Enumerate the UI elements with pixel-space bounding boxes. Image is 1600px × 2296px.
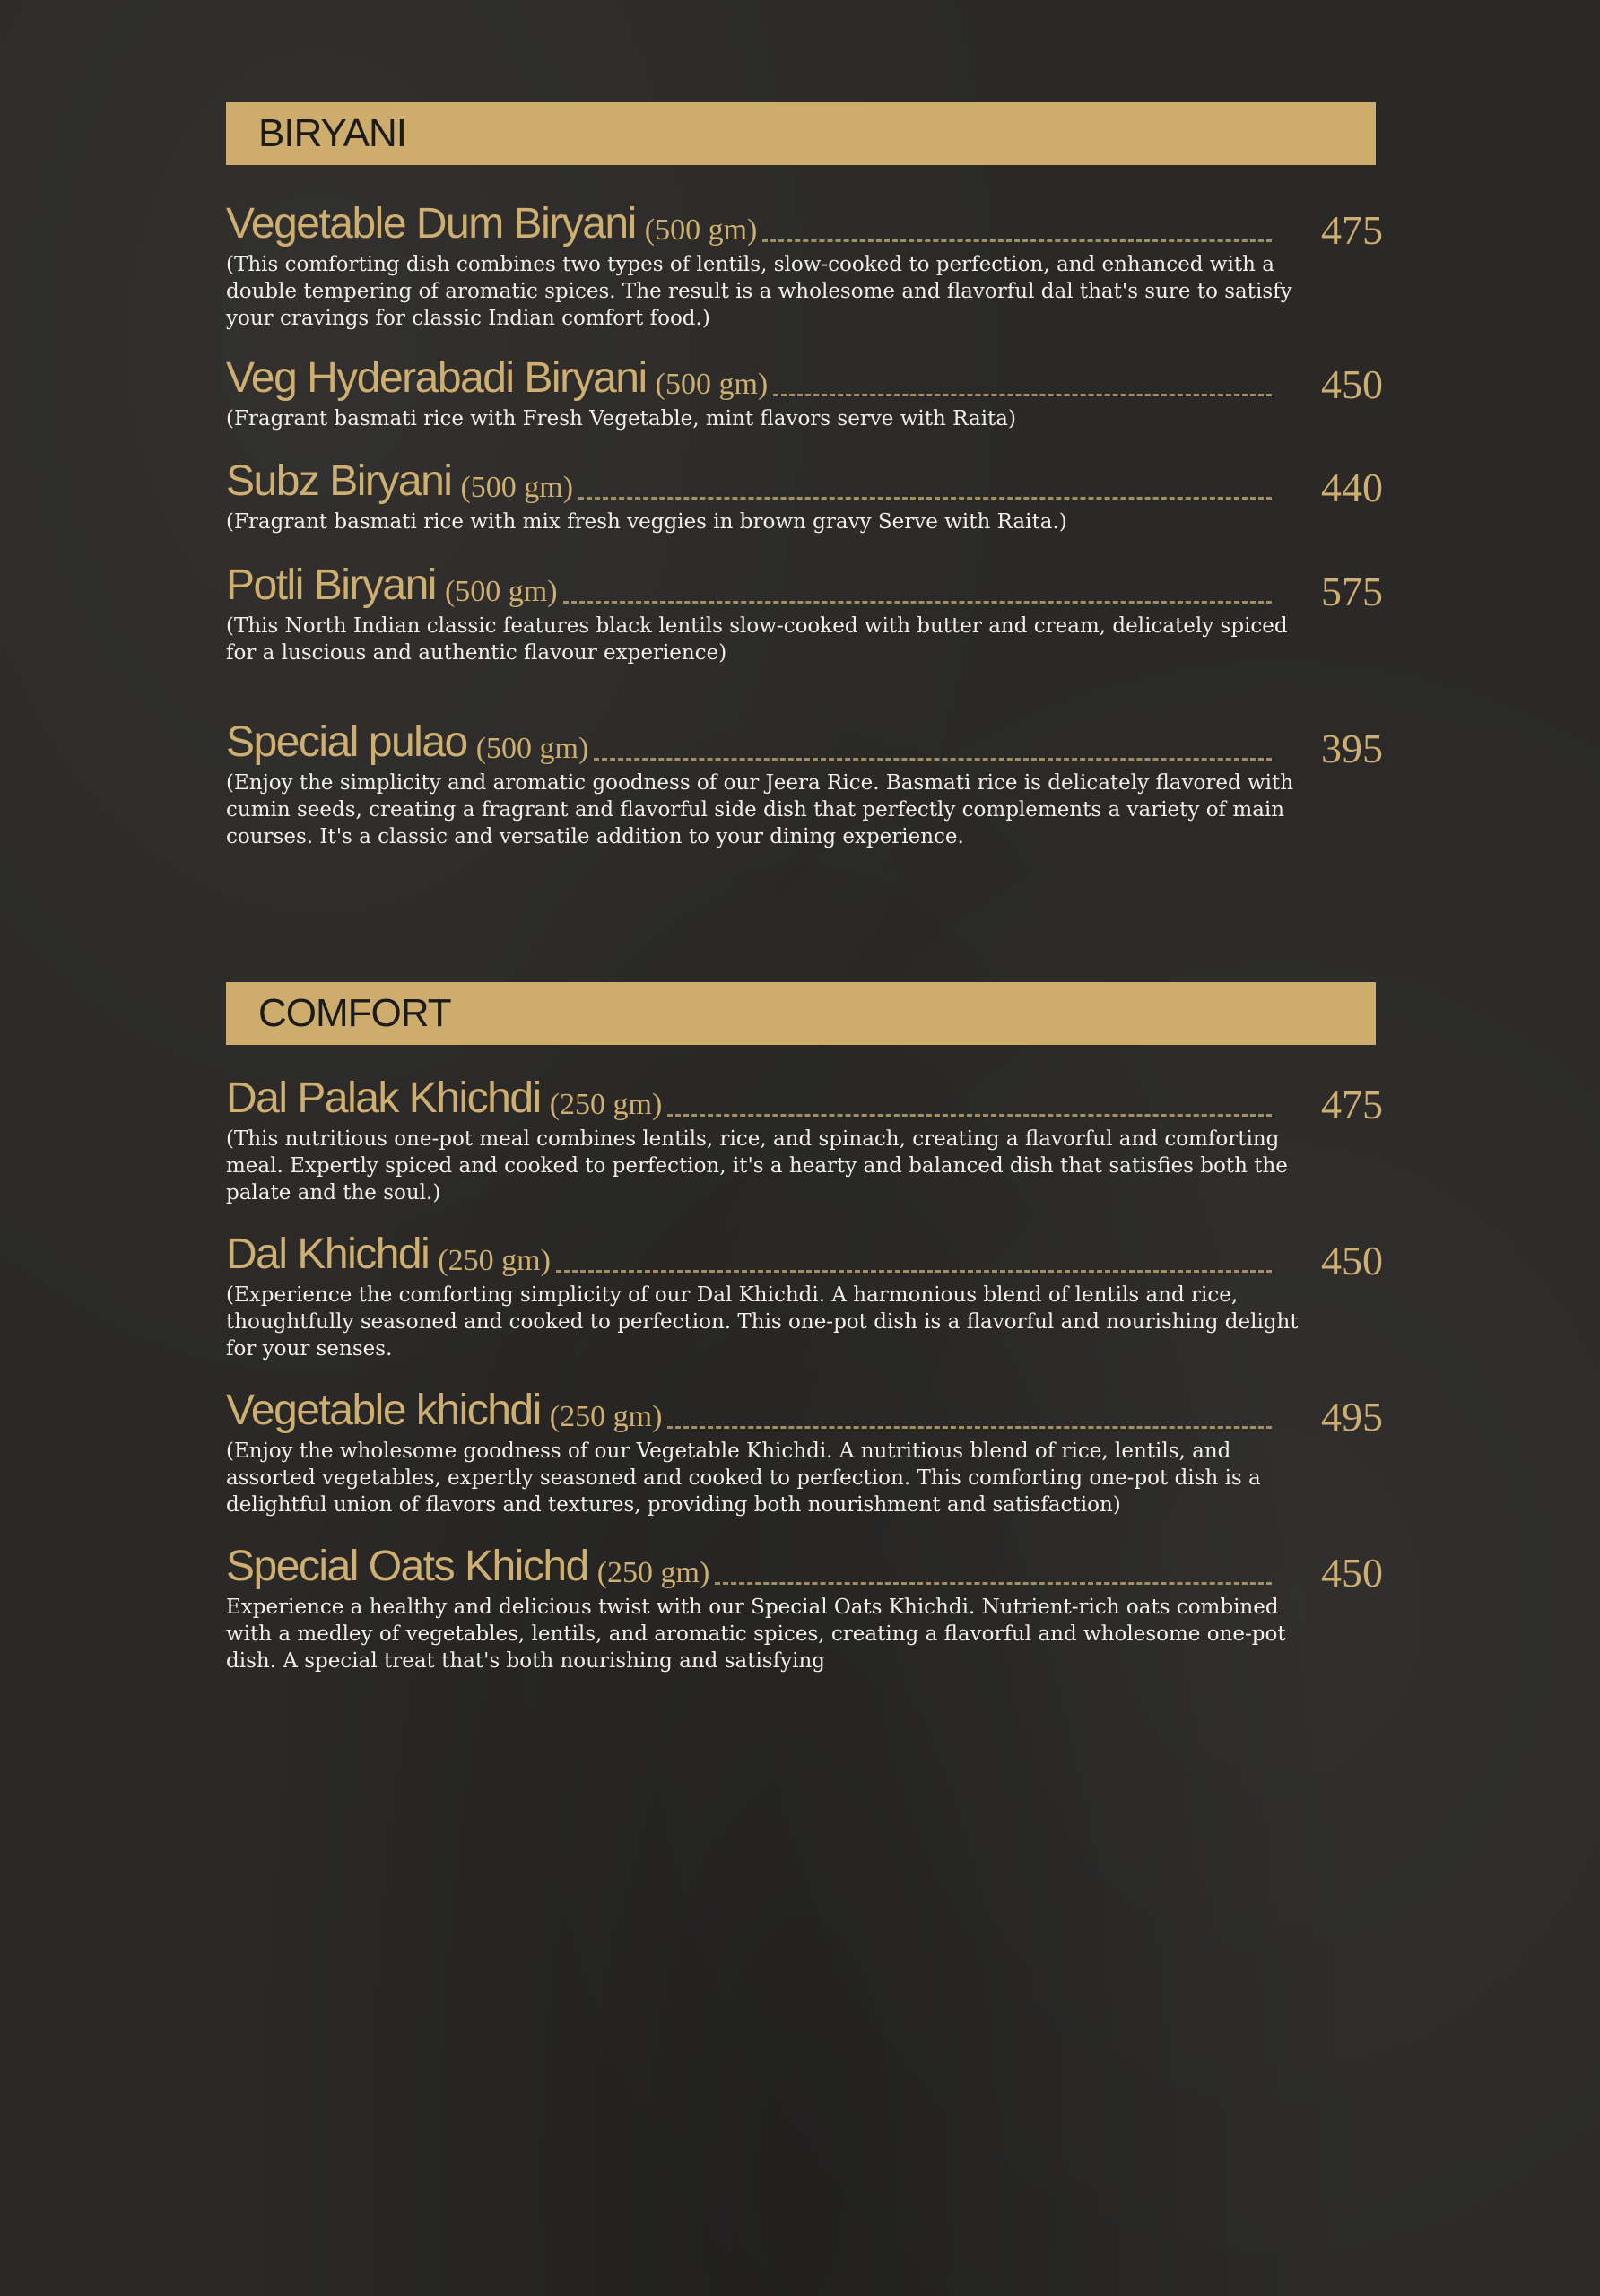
dotted-leader [762,239,1272,242]
dotted-leader [563,600,1272,604]
item-name: Veg Hyderabadi Biryani [226,354,647,402]
item-name: Special Oats Khichd [226,1543,588,1590]
item-price: 450 [1321,1550,1383,1596]
item-description: Experience a healthy and delicious twist with our Special Oats Khichdi. Nutrient-rich oats combined with a medley of vegetables, lentils, and aromatic spices, creating a flavorful and wholesome one-pot dish. A special treat that's both nourishing and satisfying [226,1596,1286,1673]
section-title: BIRYANI [258,111,406,155]
item-price: 450 [1321,361,1383,407]
item-quantity: (500 gm) [444,575,558,608]
menu-item [226,552,1383,666]
item-description: (Experience the comforting simplicity of our Dal Khichdi. A harmonious blend of lentils and rice, thoughtfully seasoned and cooked to perfection. This one-pot dish is a flavorful and nourishing delight for your senses. [226,1283,1299,1361]
item-name: Potli Biryani [226,561,436,609]
menu-item [226,1377,1383,1518]
dotted-leader [556,1269,1272,1273]
section-header [226,982,1376,1045]
menu-item [226,448,1383,535]
dotted-leader [594,757,1272,761]
item-name: Special pulao [226,718,467,766]
section-comfort [226,982,1376,1045]
item-name: Dal Khichdi [226,1231,430,1278]
section-title: COMFORT [258,991,451,1035]
menu-item [226,1221,1383,1362]
item-price: 395 [1321,726,1383,771]
menu-item [226,344,1383,432]
dotted-leader [773,393,1272,396]
item-description: (This comforting dish combines two types of lentils, slow-cooked to perfection, and enhanced with a double tempering of aromatic spices. The result is a wholesome and flavorful dal that's sure to satisfy your cravings for classic Indian comfort food.) [226,253,1292,330]
item-quantity: (250 gm) [596,1556,710,1589]
menu-item [226,709,1383,850]
item-description: (This nutritious one-pot meal combines lentils, rice, and spinach, creating a flavorful and comforting meal. Expertly spiced and cooked to perfection, it's a hearty and balanced dish that satisfies both the palate and the soul.) [226,1127,1288,1205]
item-price: 450 [1321,1238,1383,1283]
item-description: (Enjoy the wholesome goodness of our Vegetable Khichdi. A nutritious blend of rice, lentils, and assorted vegetables, expertly seasoned and cooked to perfection. This comforting one-pot dish is a delightful union of flavors and textures, providing both nourishment and satisfaction) [226,1439,1261,1517]
item-description: (Fragrant basmati rice with mix fresh veggies in brown gravy Serve with Raita.) [226,510,1067,534]
item-quantity: (500 gm) [460,471,574,504]
item-quantity: (500 gm) [644,213,758,247]
item-quantity: (250 gm) [549,1088,663,1121]
item-quantity: (250 gm) [438,1244,551,1277]
item-price: 475 [1321,207,1383,253]
dotted-leader [667,1425,1272,1429]
dotted-leader [715,1581,1272,1585]
menu-item [226,1065,1383,1206]
item-price: 475 [1321,1082,1383,1127]
item-quantity: (500 gm) [655,368,769,401]
item-name: Vegetable khichdi [226,1387,541,1434]
item-description: (Fragrant basmati rice with Fresh Vegetable, mint flavors serve with Raita) [226,407,1016,430]
item-description: (Enjoy the simplicity and aromatic goodness of our Jeera Rice. Basmati rice is delicately flavored with cumin seeds, creating a fragrant and flavorful side dish that perfectly complements a variety of main courses. It's a classic and versatile addition to your dining experience. [226,771,1294,848]
menu-item [226,1533,1383,1674]
menu-item [226,190,1383,332]
item-price: 440 [1321,465,1383,510]
item-price: 495 [1321,1394,1383,1439]
item-price: 575 [1321,569,1383,614]
item-name: Dal Palak Khichdi [226,1074,541,1122]
item-description: (This North Indian classic features black lentils slow-cooked with butter and cream, delicately spiced for a luscious and authentic flavour experience) [226,614,1288,665]
item-name: Subz Biryani [226,457,452,505]
section-biryani [226,102,1376,165]
item-quantity: (250 gm) [549,1400,663,1433]
dotted-leader [578,496,1272,500]
item-name: Vegetable Dum Biryani [226,200,636,248]
item-quantity: (500 gm) [475,732,589,765]
dotted-leader [667,1113,1272,1117]
section-header [226,102,1376,165]
